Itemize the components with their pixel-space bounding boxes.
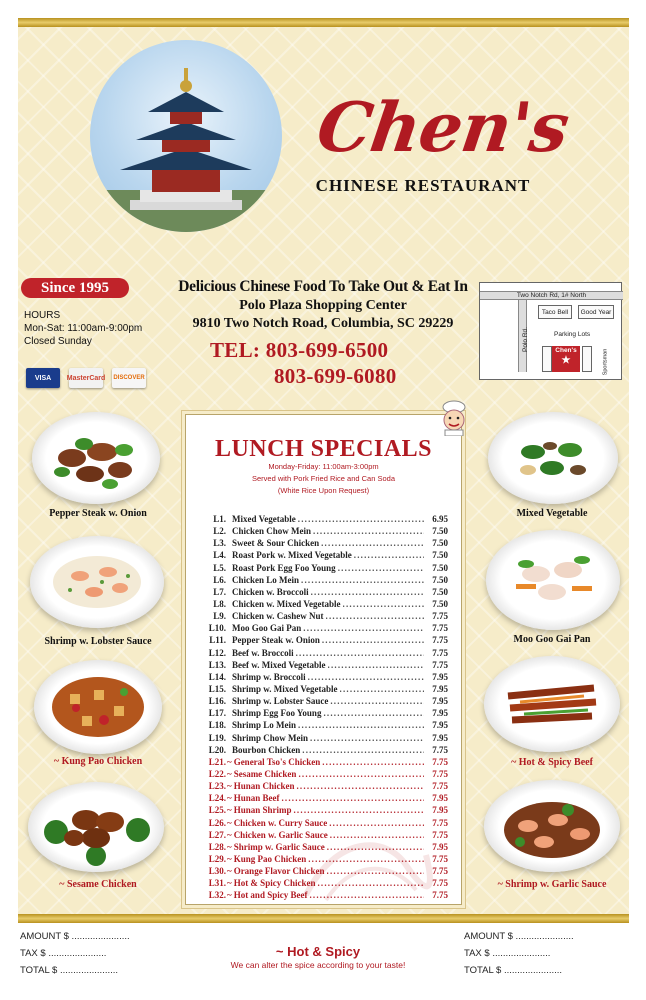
spicy-icon: ~ (227, 878, 232, 889)
menu-item-leader (296, 648, 424, 658)
caption-hot-spicy-beef (480, 757, 624, 768)
menu-item-name: Shrimp w. Broccoli (232, 671, 306, 682)
menu-item (200, 647, 448, 659)
menu-items-list (200, 513, 448, 902)
map-chens-marker (552, 346, 580, 372)
menu-item (200, 804, 448, 816)
menu-item (200, 671, 448, 683)
menu-item-leader (298, 769, 424, 779)
menu-item-name: Beef w. Broccoli (232, 647, 294, 658)
menu-item (200, 792, 448, 804)
menu-item-name: Shrimp w. Lobster Sauce (232, 696, 329, 707)
menu-item (200, 841, 448, 853)
spicy-icon: ~ (53, 756, 60, 767)
menu-title: LUNCH SPECIALS (214, 436, 433, 462)
map-road-top: Two Notch Rd, 1# North (480, 291, 623, 300)
spicy-icon: ~ (227, 817, 232, 828)
menu-item-leader (330, 830, 424, 840)
menu-item (200, 598, 448, 610)
menu-item-leader (327, 842, 424, 852)
menu-item-leader (330, 696, 424, 706)
photo-shrimp-garlic (484, 780, 620, 872)
lunch-specials-panel (185, 414, 462, 905)
menu-white-rice: (White Rice Upon Request) (277, 486, 370, 495)
menu-item-name: Shrimp Lo Mein (232, 720, 297, 731)
menu-item-number: L14. (208, 671, 226, 682)
menu-item-number: L19. (208, 732, 226, 743)
footer-left-totals (20, 931, 130, 982)
menu-item (200, 659, 448, 671)
menu-item-number: L31. (208, 878, 226, 889)
restaurant-subtitle: CHINESE RESTAURANT (315, 176, 531, 195)
menu-item-leader (340, 684, 424, 694)
payment-cards (26, 368, 146, 388)
spicy-icon: ~ (275, 944, 284, 959)
menu-item-price: 7.75 (432, 781, 448, 792)
menu-item-number: L26. (208, 817, 226, 828)
menu-item-price: 7.95 (432, 805, 448, 816)
menu-item (200, 877, 448, 889)
menu-item-leader (354, 550, 424, 560)
menu-item-name: Chicken w. Broccoli (232, 586, 309, 597)
spicy-icon: ~ (227, 829, 232, 840)
menu-item-price: 7.50 (432, 586, 448, 597)
map-chens-label: Chen's (555, 347, 577, 354)
menu-item-price: 7.75 (432, 623, 448, 634)
menu-item-leader (326, 611, 424, 621)
map-parking: Parking Lots (554, 331, 591, 338)
menu-item (200, 829, 448, 841)
spicy-icon: ~ (227, 854, 232, 864)
menu-item-leader (323, 708, 424, 718)
total-line-right[interactable]: TOTAL $ ...................... (464, 965, 563, 976)
menu-item-name: Roast Pork Egg Foo Young (232, 562, 336, 573)
hours-weekdays: Mon-Sat: 11:00am-9:00pm (24, 323, 143, 334)
menu-item-leader (328, 660, 425, 670)
menu-item-price: 7.75 (432, 769, 448, 780)
spice-alter-note: We can alter the spice according to your taste! (230, 960, 406, 970)
menu-item-name: Shrimp w. Mixed Vegetable (232, 684, 338, 695)
caption-kung-pao-text: Kung Pao Chicken (61, 756, 143, 767)
menu-item-name: Hunan Shrimp (233, 805, 292, 816)
menu-item-price: 7.95 (432, 696, 448, 707)
caption-sesame-chicken (26, 879, 170, 890)
amount-line-right[interactable]: AMOUNT $ ...................... (464, 931, 574, 942)
tagline: Delicious Chinese Food To Take Out & Eat In (178, 278, 468, 295)
menu-item-number: L21. (208, 756, 226, 767)
chef-mascot-icon (437, 400, 471, 436)
menu-item (200, 622, 448, 634)
spicy-icon: ~ (59, 879, 65, 890)
telephone-secondary: 803-699-6080 (274, 364, 397, 388)
caption-kung-pao (26, 756, 170, 767)
map-store-good-year: Good Year (578, 305, 614, 319)
since-badge: Since 1995 (21, 278, 129, 298)
menu-item-leader (311, 587, 424, 597)
menu-item (200, 683, 448, 695)
telephone-primary: TEL: 803-699-6500 (210, 338, 389, 362)
menu-item-number: L2. (213, 526, 226, 537)
menu-item-leader (321, 538, 424, 548)
photo-sesame-chicken (28, 782, 164, 872)
gold-border-top (18, 18, 629, 27)
menu-item (200, 525, 448, 537)
menu-item-price: 7.95 (432, 793, 448, 804)
menu-item-name: Bourbon Chicken (232, 744, 301, 755)
hours-closed: Closed Sunday (24, 336, 92, 347)
menu-item-number: L28. (208, 841, 226, 852)
spicy-icon: ~ (227, 841, 232, 852)
map-road-left-label: Polo Rd. (521, 327, 529, 352)
mixed-vegetable-image-icon (488, 412, 618, 504)
menu-item-number: L5. (213, 562, 226, 573)
menu-item-name: Orange Flavor Chicken (233, 866, 325, 877)
sesame-chicken-image-icon (28, 782, 164, 872)
menu-item (200, 865, 448, 877)
menu-item-price: 7.95 (432, 841, 448, 852)
total-line[interactable]: TOTAL $ ...................... (20, 965, 119, 976)
caption-shrimp-lobster: Shrimp w. Lobster Sauce (44, 636, 152, 647)
map-road-left (518, 300, 527, 372)
menu-item (200, 780, 448, 792)
menu-item (200, 768, 448, 780)
moo-goo-gai-pan-image-icon (486, 530, 620, 630)
menu-item-number: L12. (208, 647, 226, 658)
menu-item-number: L22. (208, 769, 226, 780)
footer-right-totals (464, 931, 574, 982)
menu-item (200, 610, 448, 622)
menu-item-price: 7.75 (432, 866, 448, 877)
menu-item-number: L4. (213, 550, 226, 561)
menu-item-name: Mixed Vegetable (232, 514, 296, 525)
menu-item (200, 732, 448, 744)
spicy-icon: ~ (227, 756, 232, 767)
menu-item-leader (298, 720, 424, 730)
menu-item-leader (329, 818, 424, 828)
menu-item (200, 707, 448, 719)
menu-item-number: L11. (209, 635, 226, 646)
shrimp-lobster-image-icon (30, 536, 164, 628)
menu-item-number: L20. (208, 744, 226, 755)
menu-item-number: L32. (208, 890, 226, 901)
menu-item-price: 7.75 (432, 878, 448, 889)
menu-item-leader (313, 526, 424, 536)
temple-image (90, 40, 282, 232)
kung-pao-image-icon (34, 660, 162, 754)
menu-item-number: L27. (208, 829, 226, 840)
menu-item-leader (302, 745, 424, 755)
menu-item-leader (317, 878, 424, 888)
menu-item-price: 7.75 (432, 854, 448, 864)
menu-item-leader (298, 514, 424, 524)
menu-item-name: Hunan Beef (233, 793, 280, 804)
star-icon: ★ (561, 355, 571, 366)
footer-hot-spicy-note (218, 944, 418, 970)
menu-item-number: L23. (208, 781, 226, 792)
caption-shrimp-garlic (480, 879, 624, 890)
menu-item-leader (293, 805, 424, 815)
menu-item-leader (301, 575, 424, 585)
menu-item-leader (309, 890, 424, 900)
menu-item-price: 7.75 (432, 829, 448, 840)
menu-item (200, 634, 448, 646)
pepper-steak-image-icon (32, 412, 160, 504)
menu-item-leader (296, 781, 424, 791)
menu-item-name: Chicken w. Garlic Sauce (233, 829, 328, 840)
hot-spicy-beef-image-icon (484, 656, 620, 752)
menu-item-number: L17. (208, 708, 226, 719)
menu-item-number: L16. (208, 696, 226, 707)
mastercard-icon: MasterCard (69, 368, 103, 388)
menu-item (200, 744, 448, 756)
map-store-right (582, 346, 592, 372)
menu-item (200, 756, 448, 768)
menu-item-name: Roast Pork w. Mixed Vegetable (232, 550, 352, 561)
menu-item-price: 7.95 (432, 732, 448, 743)
menu-item-number: L1. (213, 514, 226, 525)
menu-item-price: 7.95 (432, 671, 448, 682)
menu-item (200, 853, 448, 865)
menu-item-leader (308, 854, 424, 864)
menu-item-price: 7.95 (432, 684, 448, 695)
menu-item-name: Chicken Lo Mein (232, 574, 300, 585)
menu-item-number: L18. (208, 720, 226, 731)
menu-served: Served with Pork Fried Rice and Can Soda (252, 474, 395, 483)
menu-item-price: 7.50 (432, 599, 448, 610)
plaza-name: Polo Plaza Shopping Center (239, 298, 407, 313)
menu-item-leader (343, 599, 424, 609)
menu-item-name: Hunan Chicken (233, 781, 295, 792)
menu-item-price: 7.50 (432, 574, 448, 585)
menu-item-leader (338, 563, 424, 573)
menu-item-leader (310, 733, 424, 743)
menu-item-price: 7.75 (432, 659, 448, 670)
menu-item (200, 549, 448, 561)
menu-item-price: 6.95 (432, 514, 448, 525)
menu-item-name: Pepper Steak w. Onion (232, 635, 320, 646)
menu-item-number: L15. (208, 684, 226, 695)
menu-item-name: Kung Pao Chicken (233, 854, 307, 864)
menu-item-price: 7.50 (432, 526, 448, 537)
caption-moo-goo-gai-pan: Moo Goo Gai Pan (513, 634, 591, 645)
menu-item-name: Hot and Spicy Beef (233, 890, 308, 901)
menu-item-name: Shrimp Egg Foo Young (232, 708, 322, 719)
menu-item-price: 7.50 (432, 550, 448, 561)
photo-mixed-vegetable (488, 412, 618, 504)
menu-item (200, 817, 448, 829)
location-map (479, 282, 622, 380)
spicy-icon: ~ (511, 757, 517, 768)
menu-item-name: Hot & Spicy Chicken (233, 878, 316, 889)
menu-item-price: 7.95 (432, 720, 448, 731)
caption-sesame-chicken-text: Sesame Chicken (66, 879, 137, 890)
menu-item-name: Shrimp w. Garlic Sauce (233, 841, 325, 852)
menu-item (200, 562, 448, 574)
menu-item-price: 7.50 (432, 562, 448, 573)
menu-item-name: General Tso's Chicken (233, 756, 321, 767)
menu-item (200, 513, 448, 525)
spicy-icon: ~ (227, 793, 232, 804)
caption-mixed-vegetable: Mixed Vegetable (516, 508, 588, 519)
menu-item-name: Shrimp Chow Mein (232, 732, 309, 743)
menu-item (200, 586, 448, 598)
temple-icon (90, 40, 282, 232)
menu-item-number: L6. (213, 574, 226, 585)
map-store-taco-bell: Taco Bell (538, 305, 572, 319)
spicy-icon: ~ (497, 879, 503, 890)
menu-item-price: 7.75 (432, 756, 448, 767)
address: 9810 Two Notch Road, Columbia, SC 29229 (192, 316, 454, 331)
menu-item (200, 537, 448, 549)
tax-line[interactable]: TAX $ ...................... (20, 948, 107, 959)
spicy-icon: ~ (227, 805, 232, 816)
photo-pepper-steak (32, 412, 160, 504)
menu-item-price: 7.75 (432, 817, 448, 828)
menu-item-leader (281, 793, 424, 803)
menu-item-name: Sesame Chicken (233, 769, 297, 780)
menu-item-number: L10. (208, 623, 226, 634)
menu-item-leader (303, 623, 424, 633)
spicy-icon: ~ (227, 890, 232, 901)
hot-spicy-legend (218, 944, 418, 959)
menu-item-name: Chicken Chow Mein (232, 526, 312, 537)
caption-shrimp-garlic-text: Shrimp w. Garlic Sauce (505, 879, 607, 890)
caption-hot-spicy-beef-text: Hot & Spicy Beef (518, 757, 593, 768)
menu-item-number: L24. (208, 793, 226, 804)
menu-item-leader (322, 635, 424, 645)
menu-item-price: 7.95 (432, 708, 448, 719)
map-right-label: Sportsman (602, 348, 609, 376)
amount-line[interactable]: AMOUNT $ ...................... (20, 931, 130, 942)
menu-item-leader (327, 866, 424, 876)
menu-item-price: 7.75 (432, 647, 448, 658)
menu-item-number: L29. (208, 854, 226, 864)
menu-item-leader (308, 672, 424, 682)
menu-item-number: L8. (213, 599, 226, 610)
menu-item-number: L30. (208, 866, 226, 877)
menu-item (200, 719, 448, 731)
menu-item-number: L13. (208, 659, 226, 670)
spicy-icon: ~ (227, 866, 232, 877)
menu-item (200, 695, 448, 707)
discover-card-icon: DISCOVER (112, 368, 146, 388)
menu-item-price: 7.75 (432, 744, 448, 755)
menu-item-name: Beef w. Mixed Vegetable (232, 659, 326, 670)
hours-label: HOURS (24, 310, 61, 321)
photo-hot-spicy-beef (484, 656, 620, 752)
visa-card-icon: VISA (26, 368, 60, 388)
shrimp-garlic-image-icon (484, 780, 620, 872)
tax-line-right[interactable]: TAX $ ...................... (464, 948, 551, 959)
restaurant-info (168, 278, 478, 332)
menu-item-name: Chicken w. Mixed Vegetable (232, 599, 341, 610)
menu-time: Monday-Friday: 11:00am-3:00pm (268, 462, 379, 471)
menu-item-price: 7.75 (432, 890, 448, 901)
menu-item-price: 7.75 (432, 635, 448, 646)
map-store-left (542, 346, 552, 372)
menu-item-price: 7.50 (432, 538, 448, 549)
menu-item-name: Sweet & Sour Chicken (232, 538, 320, 549)
menu-item-name: Moo Goo Gai Pan (232, 623, 302, 634)
menu-item-number: L7. (213, 586, 226, 597)
gold-border-bottom (18, 914, 629, 923)
menu-item-leader (322, 757, 424, 767)
photo-kung-pao (34, 660, 162, 754)
spicy-icon: ~ (227, 781, 232, 792)
restaurant-logo: Chen's (312, 88, 573, 168)
menu-item (200, 889, 448, 901)
hours-block (24, 309, 142, 348)
spicy-icon: ~ (227, 769, 232, 780)
menu-item-name: Chicken w. Curry Sauce (233, 817, 328, 828)
hot-spicy-label: Hot & Spicy (287, 944, 361, 959)
menu-item-number: L3. (213, 538, 226, 549)
photo-shrimp-lobster (30, 536, 164, 628)
photo-moo-goo-gai-pan (486, 530, 620, 630)
menu-item-number: L25. (208, 805, 226, 816)
menu-item-number: L9. (213, 611, 226, 622)
caption-pepper-steak: Pepper Steak w. Onion (49, 508, 147, 519)
menu-item-price: 7.75 (432, 611, 448, 622)
menu-item-name: Chicken w. Cashew Nut (232, 611, 324, 622)
menu-item (200, 574, 448, 586)
